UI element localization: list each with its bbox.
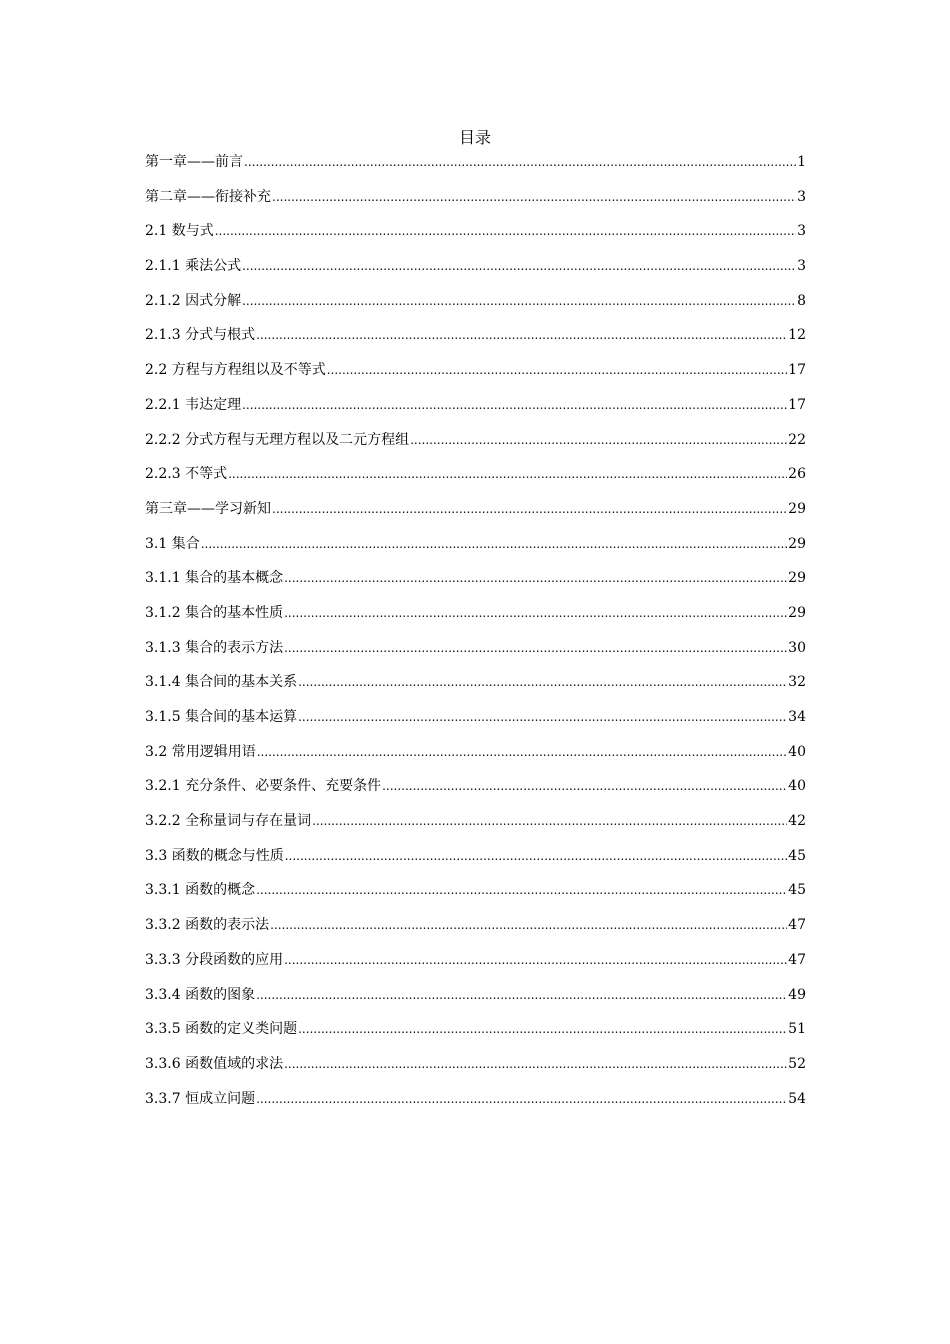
- toc-entry[interactable]: [145, 359, 806, 394]
- dot-leader: [228, 463, 787, 485]
- toc-entry-label[interactable]: 3.3.7 恒成立问题: [145, 1090, 256, 1107]
- dot-leader: [256, 879, 787, 901]
- toc-entry[interactable]: [145, 220, 806, 255]
- toc-entry[interactable]: [145, 463, 806, 498]
- toc-entry-label[interactable]: 3.3 函数的概念与性质: [145, 847, 284, 864]
- toc-entry-page-number[interactable]: 3: [797, 258, 806, 275]
- toc-entry-label[interactable]: 2.2.2 分式方程与无理方程以及二元方程组: [145, 431, 410, 448]
- dot-leader: [272, 186, 796, 208]
- dot-leader: [242, 255, 796, 277]
- toc-entry[interactable]: [145, 290, 806, 325]
- toc-entry[interactable]: [145, 255, 806, 290]
- dot-leader: [201, 533, 787, 555]
- dot-leader: [382, 775, 787, 797]
- toc-entry-label[interactable]: 3.3.6 函数值域的求法: [145, 1055, 284, 1072]
- toc-entry-page-number[interactable]: 49: [788, 986, 806, 1003]
- toc-entry-page-number[interactable]: 29: [788, 535, 806, 552]
- dot-leader: [270, 914, 787, 936]
- toc-entry-label[interactable]: 2.2.3 不等式: [145, 466, 228, 483]
- toc-entry[interactable]: [145, 1018, 806, 1053]
- toc-entry-label[interactable]: 3.1 集合: [145, 535, 200, 552]
- toc-entry-label[interactable]: 2.2.1 韦达定理: [145, 396, 242, 413]
- toc-entry[interactable]: [145, 984, 806, 1019]
- toc-entry-page-number[interactable]: 3: [797, 223, 806, 240]
- toc-entry[interactable]: [145, 429, 806, 464]
- toc-entry-label[interactable]: 第一章——前言: [145, 154, 243, 170]
- toc-entry-label[interactable]: 3.1.5 集合间的基本运算: [145, 709, 298, 725]
- toc-entry-label[interactable]: 3.3.4 函数的图象: [145, 986, 256, 1003]
- toc-entry-label[interactable]: 3.3.5 函数的定义类问题: [145, 1021, 298, 1038]
- dot-leader: [284, 567, 787, 589]
- toc-entry-page-number[interactable]: 52: [788, 1055, 806, 1072]
- dot-leader: [298, 671, 787, 693]
- toc-list: [145, 151, 806, 1122]
- dot-leader: [298, 706, 787, 728]
- toc-entry-page-number[interactable]: 47: [788, 917, 806, 934]
- dot-leader: [256, 1088, 787, 1110]
- dot-leader: [410, 429, 787, 451]
- toc-entry-page-number[interactable]: 30: [788, 639, 806, 656]
- toc-entry-page-number[interactable]: 51: [788, 1021, 806, 1038]
- toc-entry-label[interactable]: 3.3.1 函数的概念: [145, 882, 256, 899]
- dot-leader: [284, 1053, 787, 1075]
- dot-leader: [215, 220, 796, 242]
- dot-leader: [244, 151, 796, 173]
- toc-entry[interactable]: [145, 810, 806, 845]
- toc-entry[interactable]: [145, 775, 806, 810]
- dot-leader: [256, 984, 787, 1006]
- toc-entry-label[interactable]: 3.1.2 集合的基本性质: [145, 604, 284, 621]
- dot-leader: [284, 637, 787, 659]
- toc-entry-label[interactable]: 3.1.1 集合的基本概念: [145, 570, 284, 587]
- toc-entry[interactable]: [145, 186, 806, 221]
- toc-entry-label[interactable]: 2.1 数与式: [145, 223, 214, 240]
- toc-entry[interactable]: [145, 706, 806, 741]
- toc-entry[interactable]: [145, 394, 806, 429]
- toc-entry[interactable]: [145, 741, 806, 776]
- toc-entry[interactable]: [145, 567, 806, 602]
- toc-title: 目录: [458, 128, 491, 147]
- toc-entry[interactable]: [145, 845, 806, 880]
- toc-entry-label[interactable]: 2.1.3 分式与根式: [145, 327, 256, 344]
- toc-entry-page-number[interactable]: 45: [788, 847, 806, 864]
- toc-entry[interactable]: [145, 151, 806, 186]
- dot-leader: [242, 290, 796, 312]
- toc-entry-page-number[interactable]: 40: [788, 778, 806, 795]
- toc-entry-page-number[interactable]: 34: [788, 709, 806, 725]
- toc-entry-label[interactable]: 第三章——学习新知: [145, 500, 271, 517]
- toc-entry-page-number[interactable]: 17: [788, 396, 806, 413]
- toc-entry-page-number[interactable]: 26: [788, 466, 806, 483]
- toc-entry-page-number[interactable]: 3: [797, 188, 806, 205]
- toc-entry[interactable]: [145, 949, 806, 984]
- toc-entry[interactable]: [145, 1088, 806, 1123]
- toc-entry-label[interactable]: 3.1.4 集合间的基本关系: [145, 674, 298, 691]
- toc-entry-page-number[interactable]: 47: [788, 951, 806, 968]
- toc-entry-page-number[interactable]: 29: [788, 570, 806, 587]
- toc-entry-label[interactable]: 3.3.2 函数的表示法: [145, 917, 270, 934]
- toc-entry[interactable]: [145, 498, 806, 533]
- toc-entry-page-number[interactable]: 1: [797, 154, 806, 170]
- toc-entry[interactable]: [145, 602, 806, 637]
- toc-entry-page-number[interactable]: 12: [788, 327, 806, 344]
- toc-entry-label[interactable]: 2.1.2 因式分解: [145, 292, 242, 309]
- dot-leader: [257, 741, 787, 763]
- toc-entry[interactable]: [145, 671, 806, 706]
- dot-leader: [298, 1018, 787, 1040]
- toc-entry-label[interactable]: 2.2 方程与方程组以及不等式: [145, 362, 326, 379]
- toc-entry-label[interactable]: 3.2 常用逻辑用语: [145, 743, 256, 760]
- dot-leader: [312, 810, 787, 832]
- dot-leader: [256, 324, 787, 346]
- toc-entry[interactable]: [145, 324, 806, 359]
- toc-entry-page-number[interactable]: 29: [788, 500, 806, 517]
- toc-entry[interactable]: [145, 914, 806, 949]
- dot-leader: [327, 359, 787, 381]
- toc-entry-page-number[interactable]: 8: [797, 292, 806, 309]
- toc-entry-label[interactable]: 第二章——衔接补充: [145, 188, 271, 205]
- dot-leader: [285, 845, 787, 867]
- toc-entry-page-number[interactable]: 40: [788, 743, 806, 760]
- toc-entry[interactable]: [145, 533, 806, 568]
- toc-entry-page-number[interactable]: 29: [788, 604, 806, 621]
- toc-entry-page-number[interactable]: 17: [788, 362, 806, 379]
- dot-leader: [242, 394, 787, 416]
- dot-leader: [272, 498, 787, 520]
- toc-entry[interactable]: [145, 1053, 806, 1088]
- toc-entry-page-number[interactable]: 22: [788, 431, 806, 448]
- toc-entry[interactable]: [145, 879, 806, 914]
- toc-entry-page-number[interactable]: 42: [788, 813, 806, 830]
- toc-entry-page-number[interactable]: 32: [788, 674, 806, 691]
- toc-entry-label[interactable]: 3.1.3 集合的表示方法: [145, 639, 284, 656]
- toc-entry-label[interactable]: 2.1.1 乘法公式: [145, 258, 242, 275]
- toc-entry-page-number[interactable]: 45: [788, 882, 806, 899]
- toc-entry-label[interactable]: 3.2.1 充分条件、必要条件、充要条件: [145, 778, 382, 795]
- toc-entry-page-number[interactable]: 54: [788, 1090, 806, 1107]
- toc-entry[interactable]: [145, 637, 806, 672]
- dot-leader: [284, 602, 787, 624]
- toc-entry-label[interactable]: 3.2.2 全称量词与存在量词: [145, 813, 312, 830]
- toc-entry-label[interactable]: 3.3.3 分段函数的应用: [145, 951, 284, 968]
- dot-leader: [284, 949, 787, 971]
